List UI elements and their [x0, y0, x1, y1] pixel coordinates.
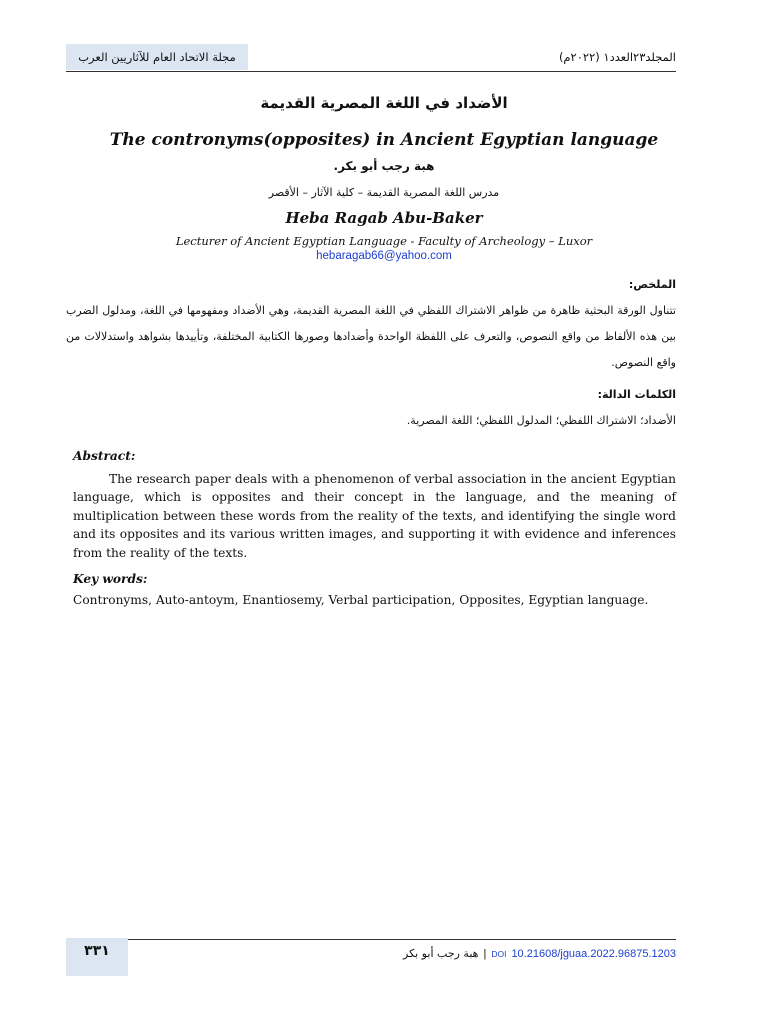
page-number: ٣٣١	[66, 938, 128, 976]
author-english: Heba Ragab Abu-Baker	[285, 209, 483, 227]
keywords-arabic-text: الأضداد؛ الاشتراك اللفظي؛ المدلول اللفظي؛ اللغة المصرية.	[406, 414, 676, 427]
abstract-heading: Abstract:	[73, 449, 136, 463]
keywords-text: Contronyms, Auto-antoym, Enantiosemy, Verbal participation, Opposites, Egyptian language.	[73, 592, 649, 607]
abstract-section	[73, 447, 676, 562]
summary-arabic	[66, 272, 676, 376]
journal-name: مجلة الاتحاد العام للآثاريين العرب	[66, 44, 248, 70]
doi-label: DOI	[491, 948, 507, 959]
summary-arabic-text: تتناول الورقة البحثية ظاهرة من ظواهر الاشتراك اللفظي في اللغة المصرية القديمة، وهي الأضداد ومفهومها في اللغة، ومدلول الضرب بين هذه الألفاظ من واقع النصوص، والتعرف على اللفظة الواحدة وأضدادها وصورها الكتابية المختلفة، وتأييدها بشواهد واستدلالات من واقع النصوص.	[66, 304, 676, 369]
footer-author: هبة رجب أبو بكر	[403, 947, 479, 960]
summary-arabic-heading: الملخص:	[628, 278, 676, 291]
title-english: The contronyms(opposites) in Ancient Egyptian language	[109, 130, 659, 150]
volume-issue: المجلد٢٣العدد١ (٢٠٢٢م)	[558, 50, 676, 64]
keywords-section	[73, 570, 676, 609]
affiliation-arabic: مدرس اللغة المصرية القديمة – كلية الآثار – الأقصر	[268, 186, 500, 199]
title-arabic: الأضداد في اللغة المصرية القديمة	[260, 94, 508, 112]
doi-link[interactable]: 10.21608/jguaa.2022.96875.1203	[511, 947, 676, 960]
author-email-link[interactable]: hebaragab66@yahoo.com	[316, 250, 452, 262]
author-arabic: هبة رجب أبو بكر.	[333, 159, 435, 173]
keywords-arabic-heading: الكلمات الدالة:	[597, 388, 676, 401]
footer-citation	[403, 947, 676, 960]
abstract-text: The research paper deals with a phenomenon of verbal association in the ancient Egyptian language, which is opposites and their concept in the language, and the meaning of multiplication between these words from the reality of the texts, and identifying the single word and its opposites and its various written images, and supporting it with evidence and inferences from the reality of the texts.	[73, 471, 676, 560]
keywords-arabic	[66, 382, 676, 434]
keywords-heading: Key words:	[73, 572, 148, 586]
footer-divider	[128, 939, 676, 940]
header-divider	[66, 71, 676, 72]
footer-separator: |	[483, 947, 487, 960]
affiliation-english: Lecturer of Ancient Egyptian Language - Faculty of Archeology – Luxor	[175, 234, 593, 248]
